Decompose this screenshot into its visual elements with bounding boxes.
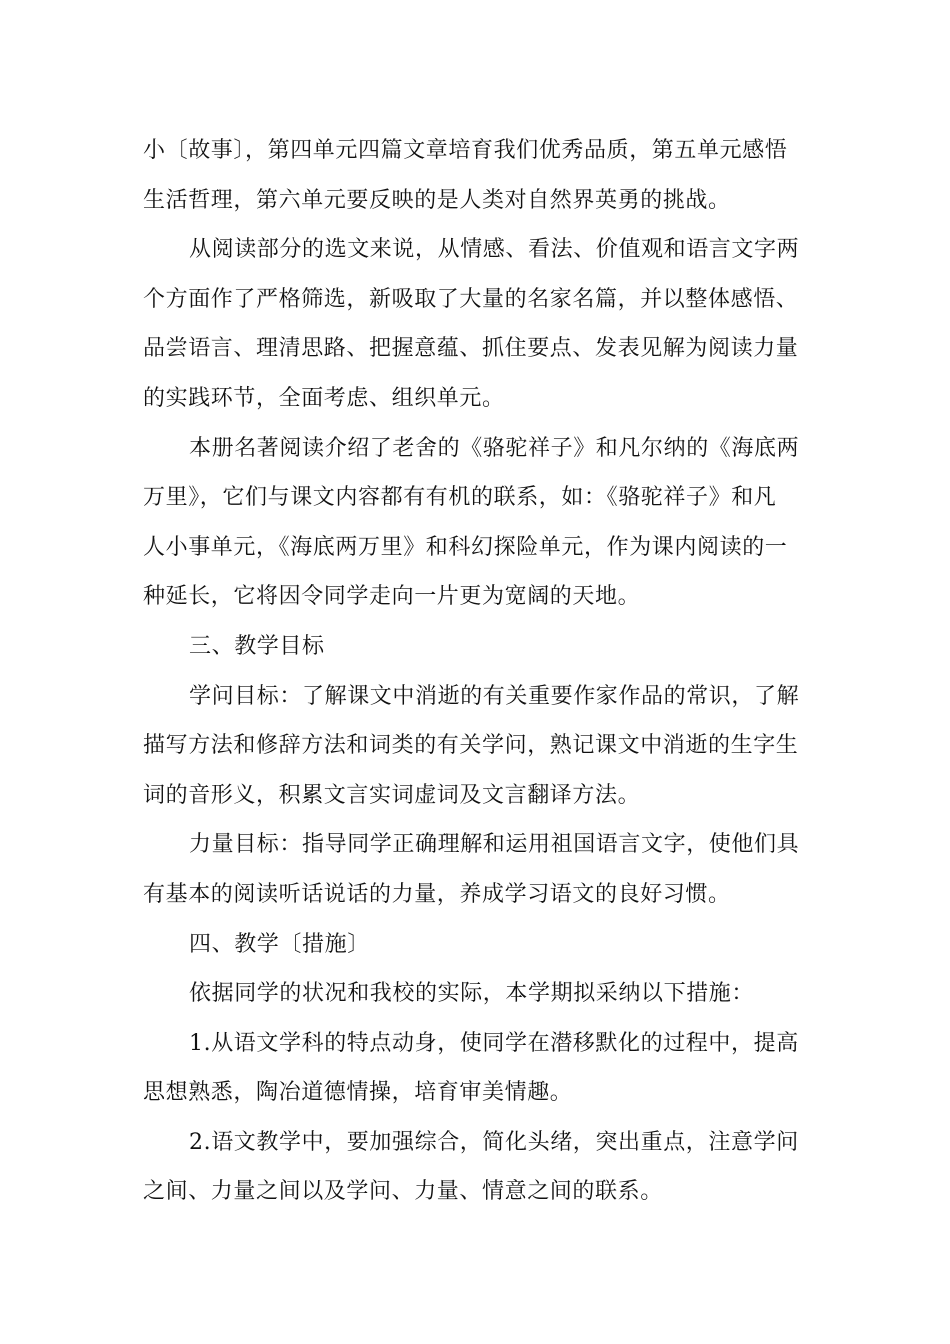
text-line: 有基本的阅读听话说话的力量，养成学习语文的良好习惯。: [143, 881, 731, 907]
section-heading: 四、教学〔措施〕: [189, 931, 370, 957]
list-item-line: 1.从语文学科的特点动身，使同学在潜移默化的过程中，提高: [189, 1030, 799, 1056]
section-heading: 三、教学目标: [189, 633, 325, 659]
text-line: 万里》，它们与课文内容都有有机的联系，如：《骆驼祥子》和凡: [143, 485, 777, 511]
text-line: 小〔故事〕，第四单元四篇文章培育我们优秀品质，第五单元感悟: [143, 138, 788, 163]
text-line: 人小事单元，《海底两万里》和科幻探险单元，作为课内阅读的一: [143, 534, 788, 560]
text-line: 的实践环节，全面考虑、组织单元。: [143, 385, 505, 411]
text-line: 种延长，它将因令同学走向一片更为宽阔的天地。: [143, 584, 641, 610]
document-body: [143, 126, 809, 1217]
paragraph-start-line: 本册名著阅读介绍了老舍的《骆驼祥子》和凡尔纳的《海底两: [189, 435, 800, 461]
paragraph-start-line: 从阅读部分的选文来说，从情感、看法、价值观和语言文字两: [189, 237, 800, 263]
text-line: 品尝语言、理清思路、把握意蕴、抓住要点、发表见解为阅读力量: [143, 336, 799, 362]
paragraph-start-line: 学问目标：了解课文中消逝的有关重要作家作品的常识，了解: [189, 683, 800, 709]
text-line: 个方面作了严格筛选，新吸取了大量的名家名篇，并以整体感悟、: [143, 286, 799, 312]
text-line: 之间、力量之间以及学问、力量、情意之间的联系。: [143, 1179, 663, 1205]
text-line: 思想熟悉，陶冶道德情操，培育审美情趣。: [143, 1080, 573, 1106]
text-line: 描写方法和修辞方法和词类的有关学问，熟记课文中消逝的生字生: [143, 733, 799, 759]
paragraph-start-line: 依据同学的状况和我校的实际，本学期拟采纳以下措施：: [189, 981, 755, 1007]
paragraph-start-line: 力量目标：指导同学正确理解和运用祖国语言文字，使他们具: [189, 832, 800, 858]
text-line: 词的音形义，积累文言实词虚词及文言翻译方法。: [143, 782, 641, 808]
list-item-line: 2.语文教学中，要加强综合，简化头绪，突出重点，注意学问: [189, 1129, 799, 1155]
text-line: 生活哲理，第六单元要反映的是人类对自然界英勇的挑战。: [143, 187, 731, 213]
